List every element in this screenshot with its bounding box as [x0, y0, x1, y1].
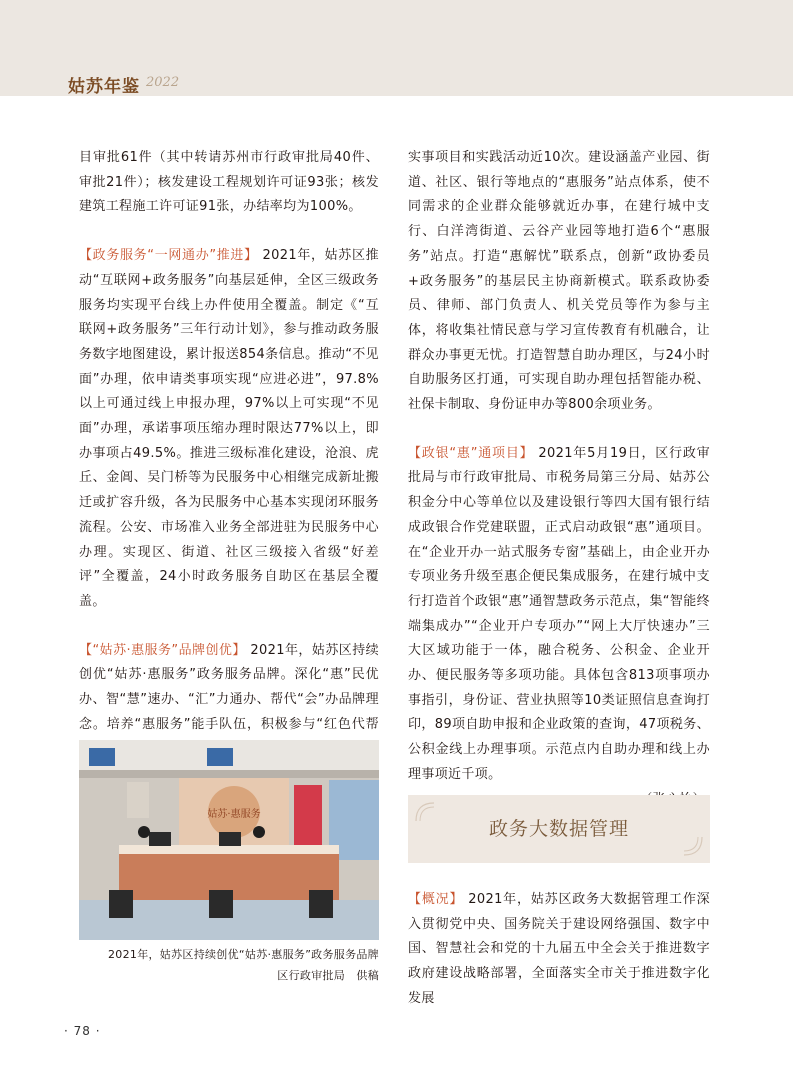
section-tag-one-network: 【政务服务“一网通办”推进】 — [79, 248, 258, 264]
service-hall-photo — [79, 740, 379, 940]
service-hall-illustration — [79, 740, 379, 940]
right-column-lower — [408, 888, 710, 1012]
section-heading-box — [408, 795, 710, 863]
paragraph-one-network — [79, 244, 379, 615]
caption-line-1: 2021年，姑苏区持续创优“姑苏·惠服务”政务服务品牌 — [108, 948, 379, 961]
section-tag-overview: 【概况】 — [408, 892, 464, 907]
caption-line-2: 区行政审批局 供稿 — [277, 969, 379, 982]
book-year: 2022 — [146, 75, 180, 90]
section-tag-bank-gov: 【政银“惠”通项目】 — [408, 445, 534, 461]
photo-caption — [79, 944, 379, 986]
paragraph-service-sites: 实事项目和实践活动近10次。建设涵盖产业园、街道、社区、银行等地点的“惠服务”站点体系，使不同需求的企业群众能够就近办事，在建行城中支行、白洋湾街道、云谷产业园等地打造6个“惠服务”站点。打造“惠解忧”联系点，创新“政协委员+政务服务”的基层民主协商新模式。联系政协委员、律师、部门负责人、机关党员等作为参与主体，将收集社情民意与学习宣传教育有机融合，让群众办事更无忧。打造智慧自助办理区，与24小时自助服务区打通，可实现自助办理包括智能办税、社保卡制取、身份证申办等800余项业务。 — [408, 150, 710, 413]
page-number: · 78 · — [64, 1024, 101, 1038]
paragraph-overview — [408, 888, 710, 1012]
paragraph-overview-body: 2021年，姑苏区政务大数据管理工作深入贯彻党中央、国务院关于建设网络强国、数字中国、智慧社会和党的十九届五中全会关于推进数字政府建设战略部署，全面落实全市关于推进数字化发展 — [408, 892, 710, 1006]
section-tag-brand: 【“姑苏·惠服务”品牌创优】 — [79, 642, 246, 658]
right-column — [408, 146, 710, 812]
paragraph-one-network-body: 2021年，姑苏区推动“互联网+政务服务”向基层延伸，全区三级政务服务均实现平台线上办件使用全覆盖。制定《“互联网+政务服务”三年行动计划》，参与推动政务服务数字地图建设，累计报送854条信息。推动“不见面”办理，依申请类事项实现“应进必进”，97.8%以上可通过线上申报办理，97%以上可实现“不见面”办理，承诺事项压缩办理时限达77%以上，即办事项占49.5%。推进三级标准化建设，沧浪、虎丘、金阊、吴门桥等为民服务中心相继完成新址搬迁或扩容升级，各为民服务中心基本实现闭环服务流程。公安、市场准入业务全部进驻为民服务中心办理。实现区、街道、社区三级接入省级“好差评”全覆盖，24小时政务服务自助区在基层全覆盖。 — [79, 248, 379, 609]
book-title: 姑苏年鉴 — [68, 77, 140, 97]
paragraph-bank-gov-body: 2021年5月19日，区行政审批局与市行政审批局、市税务局第三分局、姑苏公积金分中心等单位以及建设银行等四大国有银行结成政银合作党建联盟，正式启动政银“惠”通项目。在“企业开办一站式服务专窗”基础上，由企业开办专项业务升级至惠企便民集成服务，在建行城中支行打造首个政银“惠”通智慧政务示范点，集“智能终端集成办”“企业开户专项办”“网上大厅快速办”三大区域功能于一体，融合税务、公积金、企业开办、便民服务等多项功能。具体包含813项事项办事指引，身份证、营业执照等10类证照信息查询打印，89项自助申报和企业政策的查询，47项税务、公积金线上办理事项。示范点内自助办理和线上办理事项近千项。 — [408, 445, 710, 782]
left-column — [79, 146, 379, 762]
paragraph-bank-gov — [408, 442, 710, 813]
paragraph-approval-stats: 目审批61件（其中转请苏州市行政审批局40件、审批21件）；核发建设工程规划许可证93张；核发建筑工程施工许可证91张，办结率均为100%。 — [79, 150, 379, 215]
page-header — [0, 0, 793, 96]
paragraph-brand-body: 2021年，姑苏区持续创优“姑苏·惠服务”政务服务品牌。深化“惠”民优办、智“慧”速办、“汇”力通办、帮代“会”办品牌理念。培养“惠服务”能手队伍，积极参与“红色代帮 — [79, 642, 379, 732]
section-title: 政务大数据管理 — [488, 818, 629, 840]
sign-text: 姑苏·惠服务 — [207, 809, 261, 820]
